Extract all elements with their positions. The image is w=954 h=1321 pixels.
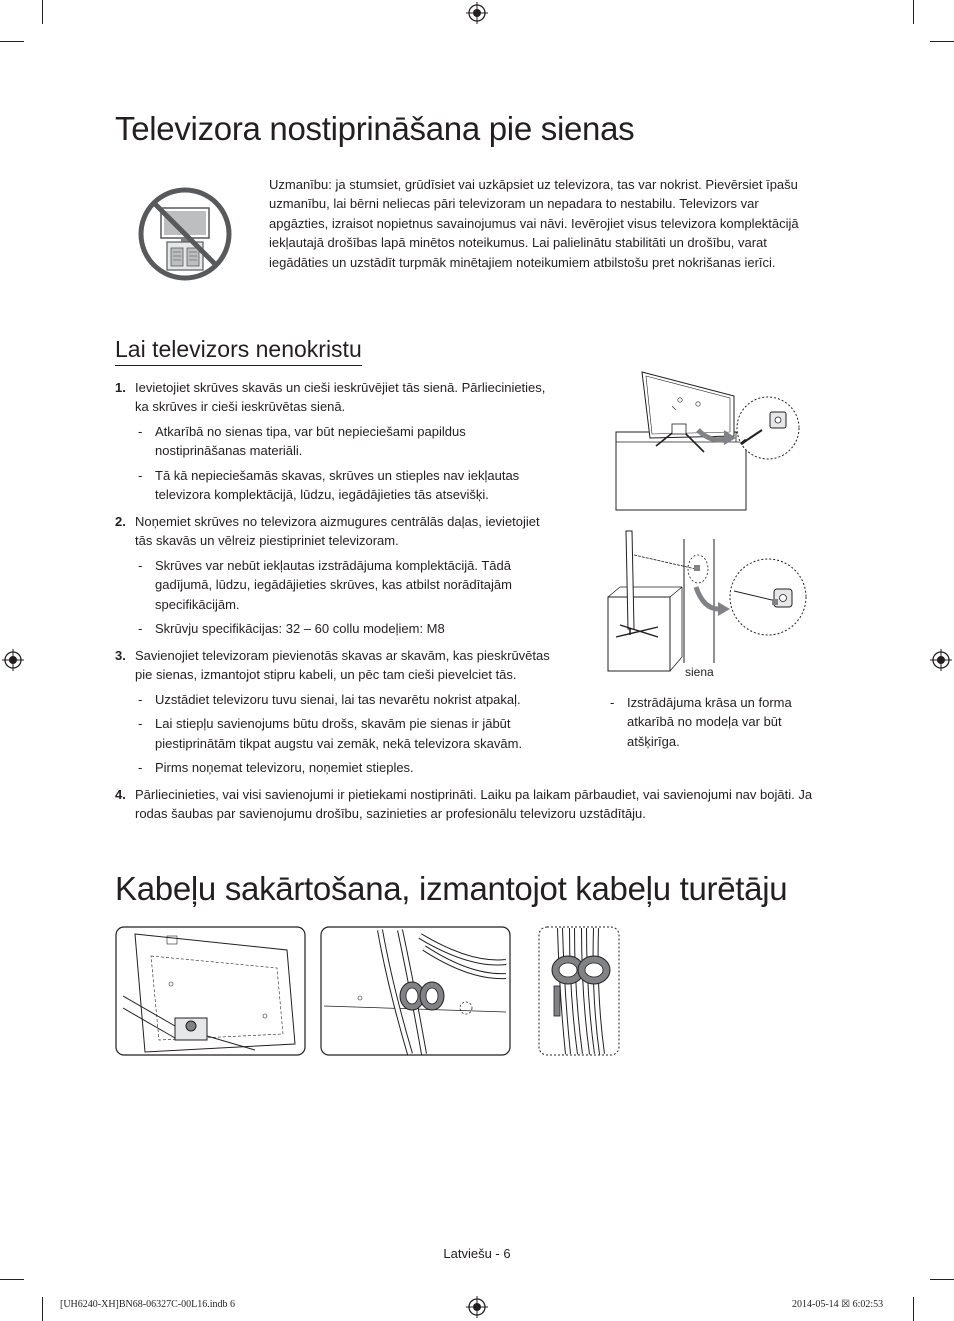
crop-mark: [42, 1297, 43, 1321]
step-number: 1.: [115, 380, 126, 395]
step-2: [115, 512, 560, 638]
step-note-text: Atkarībā no sienas tipa, var būt nepieciešami papildus nostiprināšanas materiāli.: [155, 423, 466, 459]
step-4: [115, 785, 845, 824]
registration-mark-icon: [466, 2, 488, 24]
step-text: Noņemiet skrūves no televizora aizmugures centrālās daļas, ievietojiet tās skavās un vēlreiz piestipriniet televizoram.: [135, 514, 540, 549]
step-1: [115, 378, 560, 504]
crop-mark: [913, 1297, 914, 1321]
step-number: 2.: [115, 514, 126, 529]
figure-note-text: Izstrādājuma krāsa un forma atkarībā no modeļa var būt atšķirīga.: [627, 695, 792, 749]
step-text: Savienojiet televizoram pievienotās skavas ar skavām, kas pieskrūvētas pie sienas, izmantojot stipru kabeli, un pēc tam cieši pievelciet tās.: [135, 648, 550, 683]
step-number: 4.: [115, 787, 126, 802]
registration-mark-icon: [930, 649, 952, 671]
step-note: - Uzstādiet televizoru tuvu sienai, lai tas nevarētu nokrist atpakaļ.: [138, 691, 521, 707]
step-text: Pārliecinieties, vai visi savienojumi ir pietiekami nostiprināti. Laiku pa laikam pārbaudiet, vai savienojumi nav bojāti. Ja rodas šaubas par savienojumu drošību, sazinieties ar profesionālu televizoru uzstādītāju.: [135, 787, 813, 822]
step-note-text: Pirms noņemat televizoru, noņemiet stieples.: [155, 760, 414, 776]
page-number: Latviešu - 6: [443, 1246, 511, 1261]
step-note: - Lai stiepļu savienojums būtu drošs, skavām pie sienas ir jābūt piestiprinātām tikpat augstu vai zemāk, nekā televizora skavām.: [138, 716, 523, 751]
crop-mark: [0, 1279, 24, 1280]
cable-holder-step-3-illustration: [538, 926, 620, 1056]
tv-bracket-illustration: [612, 368, 802, 514]
step-text: Ievietojiet skrūves skavās un cieši ieskrūvējiet tās sienā. Pārliecinieties, ka skrūves ir cieši ieskrūvētas sienā.: [135, 380, 546, 415]
cable-holder-step-1-illustration: [115, 926, 306, 1056]
step-note: - Pirms noņemat televizoru, noņemiet stieples.: [138, 760, 414, 776]
step-note-text: Lai stiepļu savienojums būtu drošs, skavām pie sienas ir jābūt piestiprinātām tikpat augstu vai zemāk, nekā televizora skavām.: [155, 716, 523, 751]
step-number: 3.: [115, 648, 126, 663]
crop-mark: [930, 41, 954, 42]
step-note: - Atkarībā no sienas tipa, var būt nepieciešami papildus nostiprināšanas materiāli.: [138, 423, 466, 459]
step-note: - Skrūves var nebūt iekļautas izstrādājuma komplektācijā. Tādā gadījumā, lūdzu, iegādājieties skrūves, kas atbilst norādītajām specifikācijām.: [138, 557, 512, 612]
print-slug-left: [UH6240-XH]BN68-06327C-00L16.indb 6: [60, 1299, 235, 1310]
crop-mark: [42, 0, 43, 24]
crop-mark: [913, 0, 914, 24]
registration-mark-icon: [2, 649, 24, 671]
crop-mark: [930, 1279, 954, 1280]
step-note-text: Tā kā nepieciešamās skavas, skrūves un stieples nav iekļautas televizora komplektācijā, lūdzu, iegādājieties tās atsevišķi.: [155, 467, 520, 503]
crop-mark: [0, 41, 24, 42]
step-note-text: Uzstādiet televizoru tuvu sienai, lai tas nevarētu nokrist atpakaļ.: [155, 691, 521, 707]
section-title-cable-holder: Kabeļu sakārtošana, izmantojot kabeļu turētāju: [115, 870, 788, 907]
step-note-text: Skrūvju specifikācijas: 32 – 60 collu modeļiem: M8: [155, 621, 445, 637]
print-slug-right: 2014-05-14 ☒ 6:02:53: [792, 1299, 884, 1310]
wall-label: siena: [685, 665, 714, 679]
subsection-title-prevent-falling: Lai televizors nenokristu: [115, 336, 362, 366]
registration-mark-icon: [466, 1296, 488, 1318]
tv-wall-cable-illustration: [600, 525, 810, 675]
cable-holder-step-2-illustration: [320, 926, 511, 1056]
step-note-text: Skrūves var nebūt iekļautas izstrādājuma komplektācijā. Tādā gadījumā, lūdzu, iegādājieties skrūves, kas atbilst norādītajām specifikācijām.: [155, 557, 512, 612]
figure-note: - Izstrādājuma krāsa un forma atkarībā no modeļa var būt atšķirīga.: [610, 695, 792, 749]
caution-text: Uzmanību: ja stumsiet, grūdīsiet vai uzkāpsiet uz televizora, tas var nokrist. Pievērsiet īpašu uzmanību, lai bērni neliecas pāri televizoram un nepadara to nestabilu. Televizors var apgāzties, izraisot nopietnus savainojumus vai nāvi. Ievērojiet visus televizora komplektācijā iekļautajā drošības lapā minētos noteikumus. Lai palielinātu stabilitāti un drošību, varat iegādāties un uzstādīt turpmāk minētajiem noteikumiem atbilstošu pret nokrišanas ierīci.: [269, 177, 799, 270]
no-tv-on-furniture-icon: [137, 186, 233, 282]
section-title-wall-mount: Televizora nostiprināšana pie sienas: [115, 110, 635, 147]
step-note: - Skrūvju specifikācijas: 32 – 60 collu modeļiem: M8: [138, 621, 445, 637]
step-3: [115, 646, 560, 777]
step-note: - Tā kā nepieciešamās skavas, skrūves un stieples nav iekļautas televizora komplektācijā, lūdzu, iegādājieties tās atsevišķi.: [138, 467, 520, 503]
